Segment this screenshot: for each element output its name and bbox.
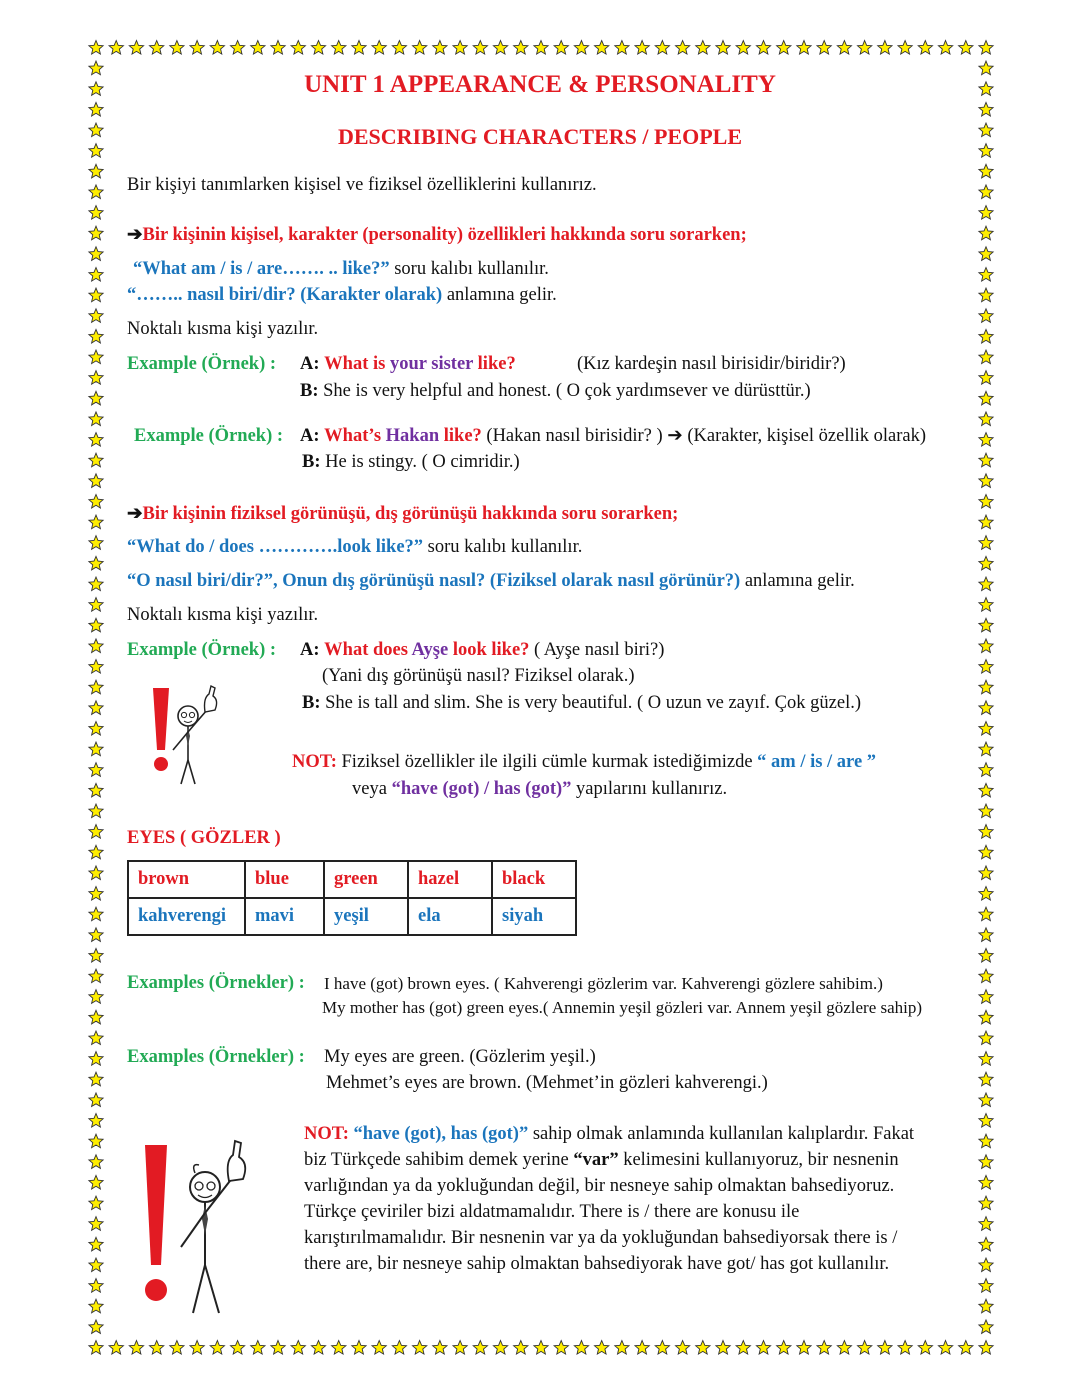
table-row	[128, 861, 576, 898]
border-star-icon	[493, 1341, 507, 1355]
border-star-icon	[979, 948, 993, 962]
border-star-icon	[979, 639, 993, 653]
border-star-icon	[89, 618, 103, 632]
exclamation-figure-illustration	[145, 680, 235, 790]
border-star-icon	[251, 1341, 265, 1355]
border-star-icon	[190, 41, 204, 55]
border-star-icon	[89, 1155, 103, 1169]
border-star-icon	[979, 1217, 993, 1231]
border-star-icon	[979, 268, 993, 282]
border-star-icon	[979, 845, 993, 859]
border-star-icon	[89, 1114, 103, 1128]
border-star-icon	[89, 1320, 103, 1334]
border-star-icon	[979, 990, 993, 1004]
border-star-icon	[979, 907, 993, 921]
border-star-icon	[89, 1031, 103, 1045]
border-star-icon	[170, 1341, 184, 1355]
border-star-icon	[372, 41, 386, 55]
border-star-icon	[89, 845, 103, 859]
border-star-icon	[979, 1299, 993, 1313]
border-star-icon	[271, 1341, 285, 1355]
border-star-icon	[979, 1279, 993, 1293]
border-star-icon	[493, 41, 507, 55]
border-star-icon	[777, 1341, 791, 1355]
border-star-icon	[979, 391, 993, 405]
border-star-icon	[615, 41, 629, 55]
examples-label: Examples (Örnekler) :	[127, 973, 305, 993]
border-star-icon	[878, 41, 892, 55]
border-star-icon	[231, 41, 245, 55]
border-star-icon	[89, 515, 103, 529]
border-star-icon	[979, 556, 993, 570]
border-star-icon	[534, 1341, 548, 1355]
table-cell: green	[324, 861, 408, 898]
border-star-icon	[89, 1196, 103, 1210]
border-star-icon	[979, 1031, 993, 1045]
border-star-icon	[938, 1341, 952, 1355]
border-star-icon	[595, 1341, 609, 1355]
examples-label: Examples (Örnekler) :	[127, 1047, 305, 1067]
example-translation: (Kız kardeşin nasıl birisidir/biridir?)	[577, 354, 846, 374]
border-star-icon	[89, 329, 103, 343]
border-star-icon	[979, 783, 993, 797]
border-star-icon	[979, 474, 993, 488]
example-question: A: What’s Hakan like? (Hakan nasıl birisidir? ) ➔ (Karakter, kişisel özellik olarak)	[300, 426, 926, 446]
appearance-pattern: “What do / does ………….look like?” soru kalıbı kullanılır.	[127, 537, 583, 557]
border-star-icon	[109, 1341, 123, 1355]
border-star-icon	[89, 1175, 103, 1189]
examples-line: My eyes are green. (Gözlerim yeşil.)	[324, 1047, 596, 1067]
table-cell: brown	[128, 861, 245, 898]
example-question: A: What is your sister like?	[300, 354, 516, 374]
border-star-icon	[89, 350, 103, 364]
border-star-icon	[352, 41, 366, 55]
border-star-icon	[756, 1341, 770, 1355]
border-star-icon	[979, 804, 993, 818]
border-star-icon	[979, 412, 993, 426]
border-star-icon	[979, 1155, 993, 1169]
border-star-icon	[150, 41, 164, 55]
border-star-icon	[979, 247, 993, 261]
border-star-icon	[251, 41, 265, 55]
border-star-icon	[979, 887, 993, 901]
border-star-icon	[817, 1341, 831, 1355]
border-star-icon	[89, 887, 103, 901]
border-star-icon	[817, 41, 831, 55]
border-star-icon	[89, 1237, 103, 1251]
border-star-icon	[979, 742, 993, 756]
border-star-icon	[979, 371, 993, 385]
border-star-icon	[979, 309, 993, 323]
border-star-icon	[413, 1341, 427, 1355]
border-star-icon	[89, 1052, 103, 1066]
border-star-icon	[332, 1341, 346, 1355]
border-star-icon	[89, 722, 103, 736]
border-star-icon	[89, 102, 103, 116]
border-star-icon	[574, 41, 588, 55]
border-star-icon	[89, 866, 103, 880]
border-star-icon	[453, 41, 467, 55]
border-star-icon	[89, 556, 103, 570]
border-star-icon	[514, 41, 528, 55]
border-star-icon	[473, 1341, 487, 1355]
border-star-icon	[979, 226, 993, 240]
table-cell: siyah	[492, 898, 576, 935]
border-star-icon	[89, 1072, 103, 1086]
appearance-not-line1: NOT: Fiziksel özellikler ile ilgili cümle kurmak istediğimizde “ am / is / are ”	[292, 752, 877, 772]
border-star-icon	[696, 1341, 710, 1355]
border-star-icon	[979, 763, 993, 777]
example-answer: B: She is tall and slim. She is very beautiful. ( O uzun ve zayıf. Çok güzel.)	[302, 693, 861, 713]
border-star-icon	[655, 41, 669, 55]
border-star-icon	[716, 1341, 730, 1355]
border-star-icon	[89, 598, 103, 612]
border-star-icon	[898, 41, 912, 55]
border-star-icon	[514, 1341, 528, 1355]
border-star-icon	[453, 1341, 467, 1355]
border-star-icon	[89, 660, 103, 674]
border-star-icon	[979, 1175, 993, 1189]
border-star-icon	[190, 1341, 204, 1355]
border-star-icon	[129, 41, 143, 55]
border-star-icon	[89, 164, 103, 178]
border-star-icon	[89, 185, 103, 199]
border-star-icon	[979, 329, 993, 343]
border-star-icon	[332, 41, 346, 55]
border-star-icon	[979, 618, 993, 632]
border-star-icon	[433, 41, 447, 55]
border-star-icon	[736, 41, 750, 55]
border-star-icon	[554, 1341, 568, 1355]
border-star-icon	[696, 41, 710, 55]
border-star-icon	[959, 41, 973, 55]
border-star-icon	[979, 288, 993, 302]
border-star-icon	[89, 825, 103, 839]
appearance-not-line2: veya “have (got) / has (got)” yapılarını kullanırız.	[352, 779, 728, 799]
border-star-icon	[433, 1341, 447, 1355]
border-star-icon	[797, 1341, 811, 1355]
border-star-icon	[89, 226, 103, 240]
border-star-icon	[979, 680, 993, 694]
example-label: Example (Örnek) :	[127, 640, 277, 660]
border-star-icon	[231, 1341, 245, 1355]
border-star-icon	[979, 495, 993, 509]
border-star-icon	[979, 969, 993, 983]
border-star-icon	[979, 433, 993, 447]
border-star-icon	[89, 577, 103, 591]
border-star-icon	[676, 41, 690, 55]
table-cell: black	[492, 861, 576, 898]
border-star-icon	[89, 990, 103, 1004]
border-star-icon	[89, 1299, 103, 1313]
table-cell: hazel	[408, 861, 492, 898]
border-star-icon	[210, 1341, 224, 1355]
border-star-icon	[89, 948, 103, 962]
border-star-icon	[858, 41, 872, 55]
final-note-paragraph: NOT: “have (got), has (got)” sahip olmak anlamında kullanılan kalıplardır. Fakat biz Türkçede sahibim demek yerine “var” kelimesini kullanıyoruz, bir nesnenin varlığından ya da yokluğundan değil, bir nesneye sahip olmaktan bahsediyoruz. Türkçe çeviriler bizi aldatmamalıdır. There is / there are konusu ile karıştırılmamalıdır. Bir nesnenin var ya da yokluğundan bahsediyorsak there is / there are, bir nesneye sahip olmaktan bahsediyorak have got/ has got kullanılır.	[304, 1124, 915, 1274]
border-star-icon	[311, 1341, 325, 1355]
border-star-icon	[89, 1279, 103, 1293]
border-star-icon	[291, 1341, 305, 1355]
table-cell: blue	[245, 861, 324, 898]
border-star-icon	[979, 1052, 993, 1066]
border-star-icon	[271, 41, 285, 55]
border-star-icon	[89, 1093, 103, 1107]
border-star-icon	[170, 41, 184, 55]
border-star-icon	[89, 804, 103, 818]
border-star-icon	[837, 1341, 851, 1355]
border-star-icon	[89, 495, 103, 509]
border-star-icon	[979, 1134, 993, 1148]
border-star-icon	[979, 577, 993, 591]
border-star-icon	[89, 969, 103, 983]
page-subtitle: DESCRIBING CHARACTERS / PEOPLE	[337, 124, 742, 149]
border-star-icon	[979, 1341, 993, 1355]
table-cell: kahverengi	[128, 898, 245, 935]
border-star-icon	[89, 1258, 103, 1272]
personality-pattern: “What am / is / are……. .. like?” soru kalıbı kullanılır.	[133, 259, 549, 279]
border-star-icon	[89, 742, 103, 756]
border-star-icon	[89, 268, 103, 282]
examples-line: I have (got) brown eyes. ( Kahverengi gözlerim var. Kahverengi gözlere sahibim.)	[324, 974, 883, 993]
border-star-icon	[89, 309, 103, 323]
table-row	[128, 898, 576, 935]
border-star-icon	[291, 41, 305, 55]
border-star-icon	[635, 41, 649, 55]
border-star-icon	[89, 763, 103, 777]
border-star-icon	[979, 1320, 993, 1334]
border-star-icon	[938, 41, 952, 55]
intro-text: Bir kişiyi tanımlarken kişisel ve fiziksel özelliklerini kullanırız.	[127, 175, 597, 195]
border-star-icon	[392, 41, 406, 55]
example-question: A: What does Ayşe look like? ( Ayşe nasıl biri?)	[300, 640, 665, 660]
border-star-icon	[392, 1341, 406, 1355]
border-star-icon	[89, 474, 103, 488]
border-star-icon	[150, 1341, 164, 1355]
exclamation-figure-illustration	[133, 1135, 263, 1325]
border-star-icon	[89, 247, 103, 261]
arrow-icon: ➔	[127, 225, 143, 245]
border-star-icon	[89, 680, 103, 694]
border-star-icon	[635, 1341, 649, 1355]
border-star-icon	[858, 1341, 872, 1355]
border-star-icon	[615, 1341, 629, 1355]
border-star-icon	[878, 1341, 892, 1355]
border-star-icon	[736, 1341, 750, 1355]
border-star-icon	[89, 1010, 103, 1024]
border-star-icon	[89, 412, 103, 426]
border-star-icon	[372, 1341, 386, 1355]
appearance-note: Noktalı kısma kişi yazılır.	[127, 605, 319, 625]
border-star-icon	[109, 41, 123, 55]
eyes-heading: EYES ( GÖZLER )	[127, 828, 281, 848]
border-star-icon	[595, 41, 609, 55]
border-star-icon	[979, 1010, 993, 1024]
appearance-meaning: “O nasıl biri/dir?”, Onun dış görünüşü nasıl? (Fiziksel olarak nasıl görünür?) anlamına gelir.	[127, 571, 855, 591]
border-star-icon	[89, 536, 103, 550]
table-cell: mavi	[245, 898, 324, 935]
border-star-icon	[89, 371, 103, 385]
border-star-icon	[534, 41, 548, 55]
border-star-icon	[979, 928, 993, 942]
table-cell: yeşil	[324, 898, 408, 935]
border-star-icon	[979, 825, 993, 839]
border-star-icon	[756, 41, 770, 55]
personality-heading: ➔Bir kişinin kişisel, karakter (personality) özellikleri hakkında soru sorarken;	[127, 225, 747, 245]
border-star-icon	[979, 1258, 993, 1272]
border-star-icon	[979, 453, 993, 467]
border-star-icon	[676, 1341, 690, 1355]
border-star-icon	[959, 1341, 973, 1355]
border-star-icon	[655, 1341, 669, 1355]
border-star-icon	[979, 164, 993, 178]
border-star-icon	[89, 433, 103, 447]
border-star-icon	[979, 722, 993, 736]
border-star-icon	[979, 1114, 993, 1128]
example-translation: (Yani dış görünüşü nasıl? Fiziksel olarak.)	[322, 666, 635, 686]
border-star-icon	[210, 41, 224, 55]
examples-line: My mother has (got) green eyes.( Annemin yeşil gözleri var. Annem yeşil gözlere sahip)	[322, 998, 923, 1017]
border-star-icon	[352, 1341, 366, 1355]
border-star-icon	[311, 41, 325, 55]
border-star-icon	[979, 536, 993, 550]
border-star-icon	[554, 41, 568, 55]
border-star-icon	[979, 598, 993, 612]
border-star-icon	[777, 41, 791, 55]
border-star-icon	[979, 1237, 993, 1251]
border-star-icon	[979, 350, 993, 364]
border-star-icon	[89, 1217, 103, 1231]
border-star-icon	[837, 41, 851, 55]
example-label: Example (Örnek) :	[134, 426, 284, 446]
border-star-icon	[979, 1093, 993, 1107]
personality-meaning: “…….. nasıl biri/dir? (Karakter olarak) anlamına gelir.	[127, 285, 557, 305]
border-star-icon	[979, 1072, 993, 1086]
example-label: Example (Örnek) :	[127, 354, 277, 374]
appearance-heading: ➔Bir kişinin fiziksel görünüşü, dış görünüşü hakkında soru sorarken;	[127, 504, 679, 524]
border-star-icon	[89, 288, 103, 302]
arrow-icon: ➔	[127, 504, 143, 524]
border-star-icon	[797, 41, 811, 55]
eyes-table	[127, 860, 577, 936]
border-star-icon	[89, 928, 103, 942]
border-star-icon	[979, 185, 993, 199]
border-star-icon	[574, 1341, 588, 1355]
border-star-icon	[918, 41, 932, 55]
border-star-icon	[473, 41, 487, 55]
border-star-icon	[979, 866, 993, 880]
border-star-icon	[89, 1134, 103, 1148]
border-star-icon	[979, 102, 993, 116]
example-answer: B: She is very helpful and honest. ( O çok yardımsever ve dürüsttür.)	[300, 381, 811, 401]
border-star-icon	[89, 453, 103, 467]
border-star-icon	[89, 701, 103, 715]
border-star-icon	[979, 660, 993, 674]
border-star-icon	[89, 783, 103, 797]
border-star-icon	[979, 41, 993, 55]
border-star-icon	[979, 206, 993, 220]
examples-line: Mehmet’s eyes are brown. (Mehmet’in gözleri kahverengi.)	[326, 1073, 768, 1093]
table-cell: ela	[408, 898, 492, 935]
border-star-icon	[979, 515, 993, 529]
border-star-icon	[979, 1196, 993, 1210]
border-star-icon	[918, 1341, 932, 1355]
border-star-icon	[89, 41, 103, 55]
border-star-icon	[129, 1341, 143, 1355]
border-star-icon	[89, 639, 103, 653]
personality-note: Noktalı kısma kişi yazılır.	[127, 319, 319, 339]
page-title: UNIT 1 APPEARANCE & PERSONALITY	[304, 71, 776, 98]
border-star-icon	[898, 1341, 912, 1355]
border-star-icon	[89, 391, 103, 405]
border-star-icon	[413, 41, 427, 55]
border-star-icon	[716, 41, 730, 55]
border-star-icon	[979, 701, 993, 715]
border-star-icon	[89, 907, 103, 921]
example-answer: B: He is stingy. ( O cimridir.)	[302, 452, 520, 472]
border-star-icon	[89, 206, 103, 220]
border-star-icon	[89, 1341, 103, 1355]
